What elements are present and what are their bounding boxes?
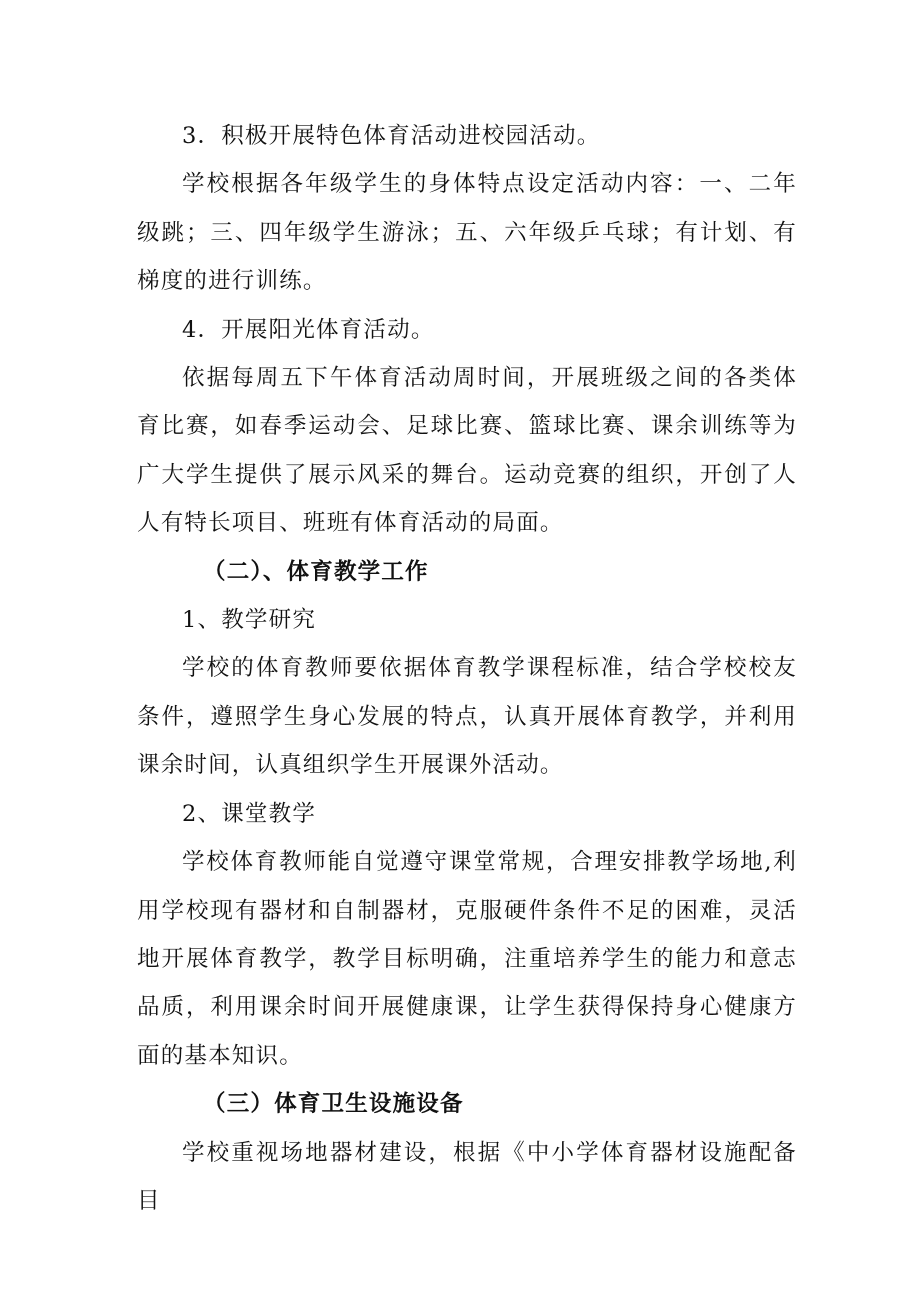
paragraph-sunshine-sports: 依据每周五下午体育活动周时间，开展班级之间的各类体育比赛，如春季运动会、足球比赛、篮球比赛、课余训练等为广大学生提供了展示风采的舞台。运动竞赛的组织，开创了人人有特长项目、班班有体育活动的局面。 <box>137 365 797 537</box>
section-heading-pe-teaching: （二）、体育教学工作 <box>203 558 429 585</box>
subheading-classroom-teaching: 2、课堂教学 <box>182 800 317 827</box>
subheading-teaching-research: 1、教学研究 <box>182 607 317 634</box>
section-heading-facilities: （三）体育卫生设施设备 <box>203 1091 464 1118</box>
paragraph-grade-activities: 学校根据各年级学生的身体特点设定活动内容：一、二年级跳；三、四年级学生游泳；五、六年级乒乓球；有计划、有梯度的进行训练。 <box>137 171 797 295</box>
paragraph-teaching-research: 学校的体育教师要依据体育教学课程标准，结合学校校友条件，遵照学生身心发展的特点，认真开展体育教学，并利用课余时间，认真组织学生开展课外活动。 <box>137 655 797 779</box>
paragraph-item-3-heading: 3．积极开展特色体育活动进校园活动。 <box>182 123 601 149</box>
paragraph-classroom-teaching: 学校体育教师能自觉遵守课堂常规，合理安排教学场地,利用学校现有器材和自制器材，克服硬件条件不足的困难，灵活地开展体育教学，教学目标明确，注重培养学生的能力和意志品质，利用课余时间开展健康课，让学生获得保持身心健康方面的基本知识。 <box>137 849 797 1069</box>
document-body <box>137 112 797 1225</box>
paragraph-facilities: 学校重视场地器材建设，根据《中小学体育器材设施配备目 <box>137 1139 797 1214</box>
paragraph-item-4-heading: 4．开展阳光体育活动。 <box>182 316 435 343</box>
